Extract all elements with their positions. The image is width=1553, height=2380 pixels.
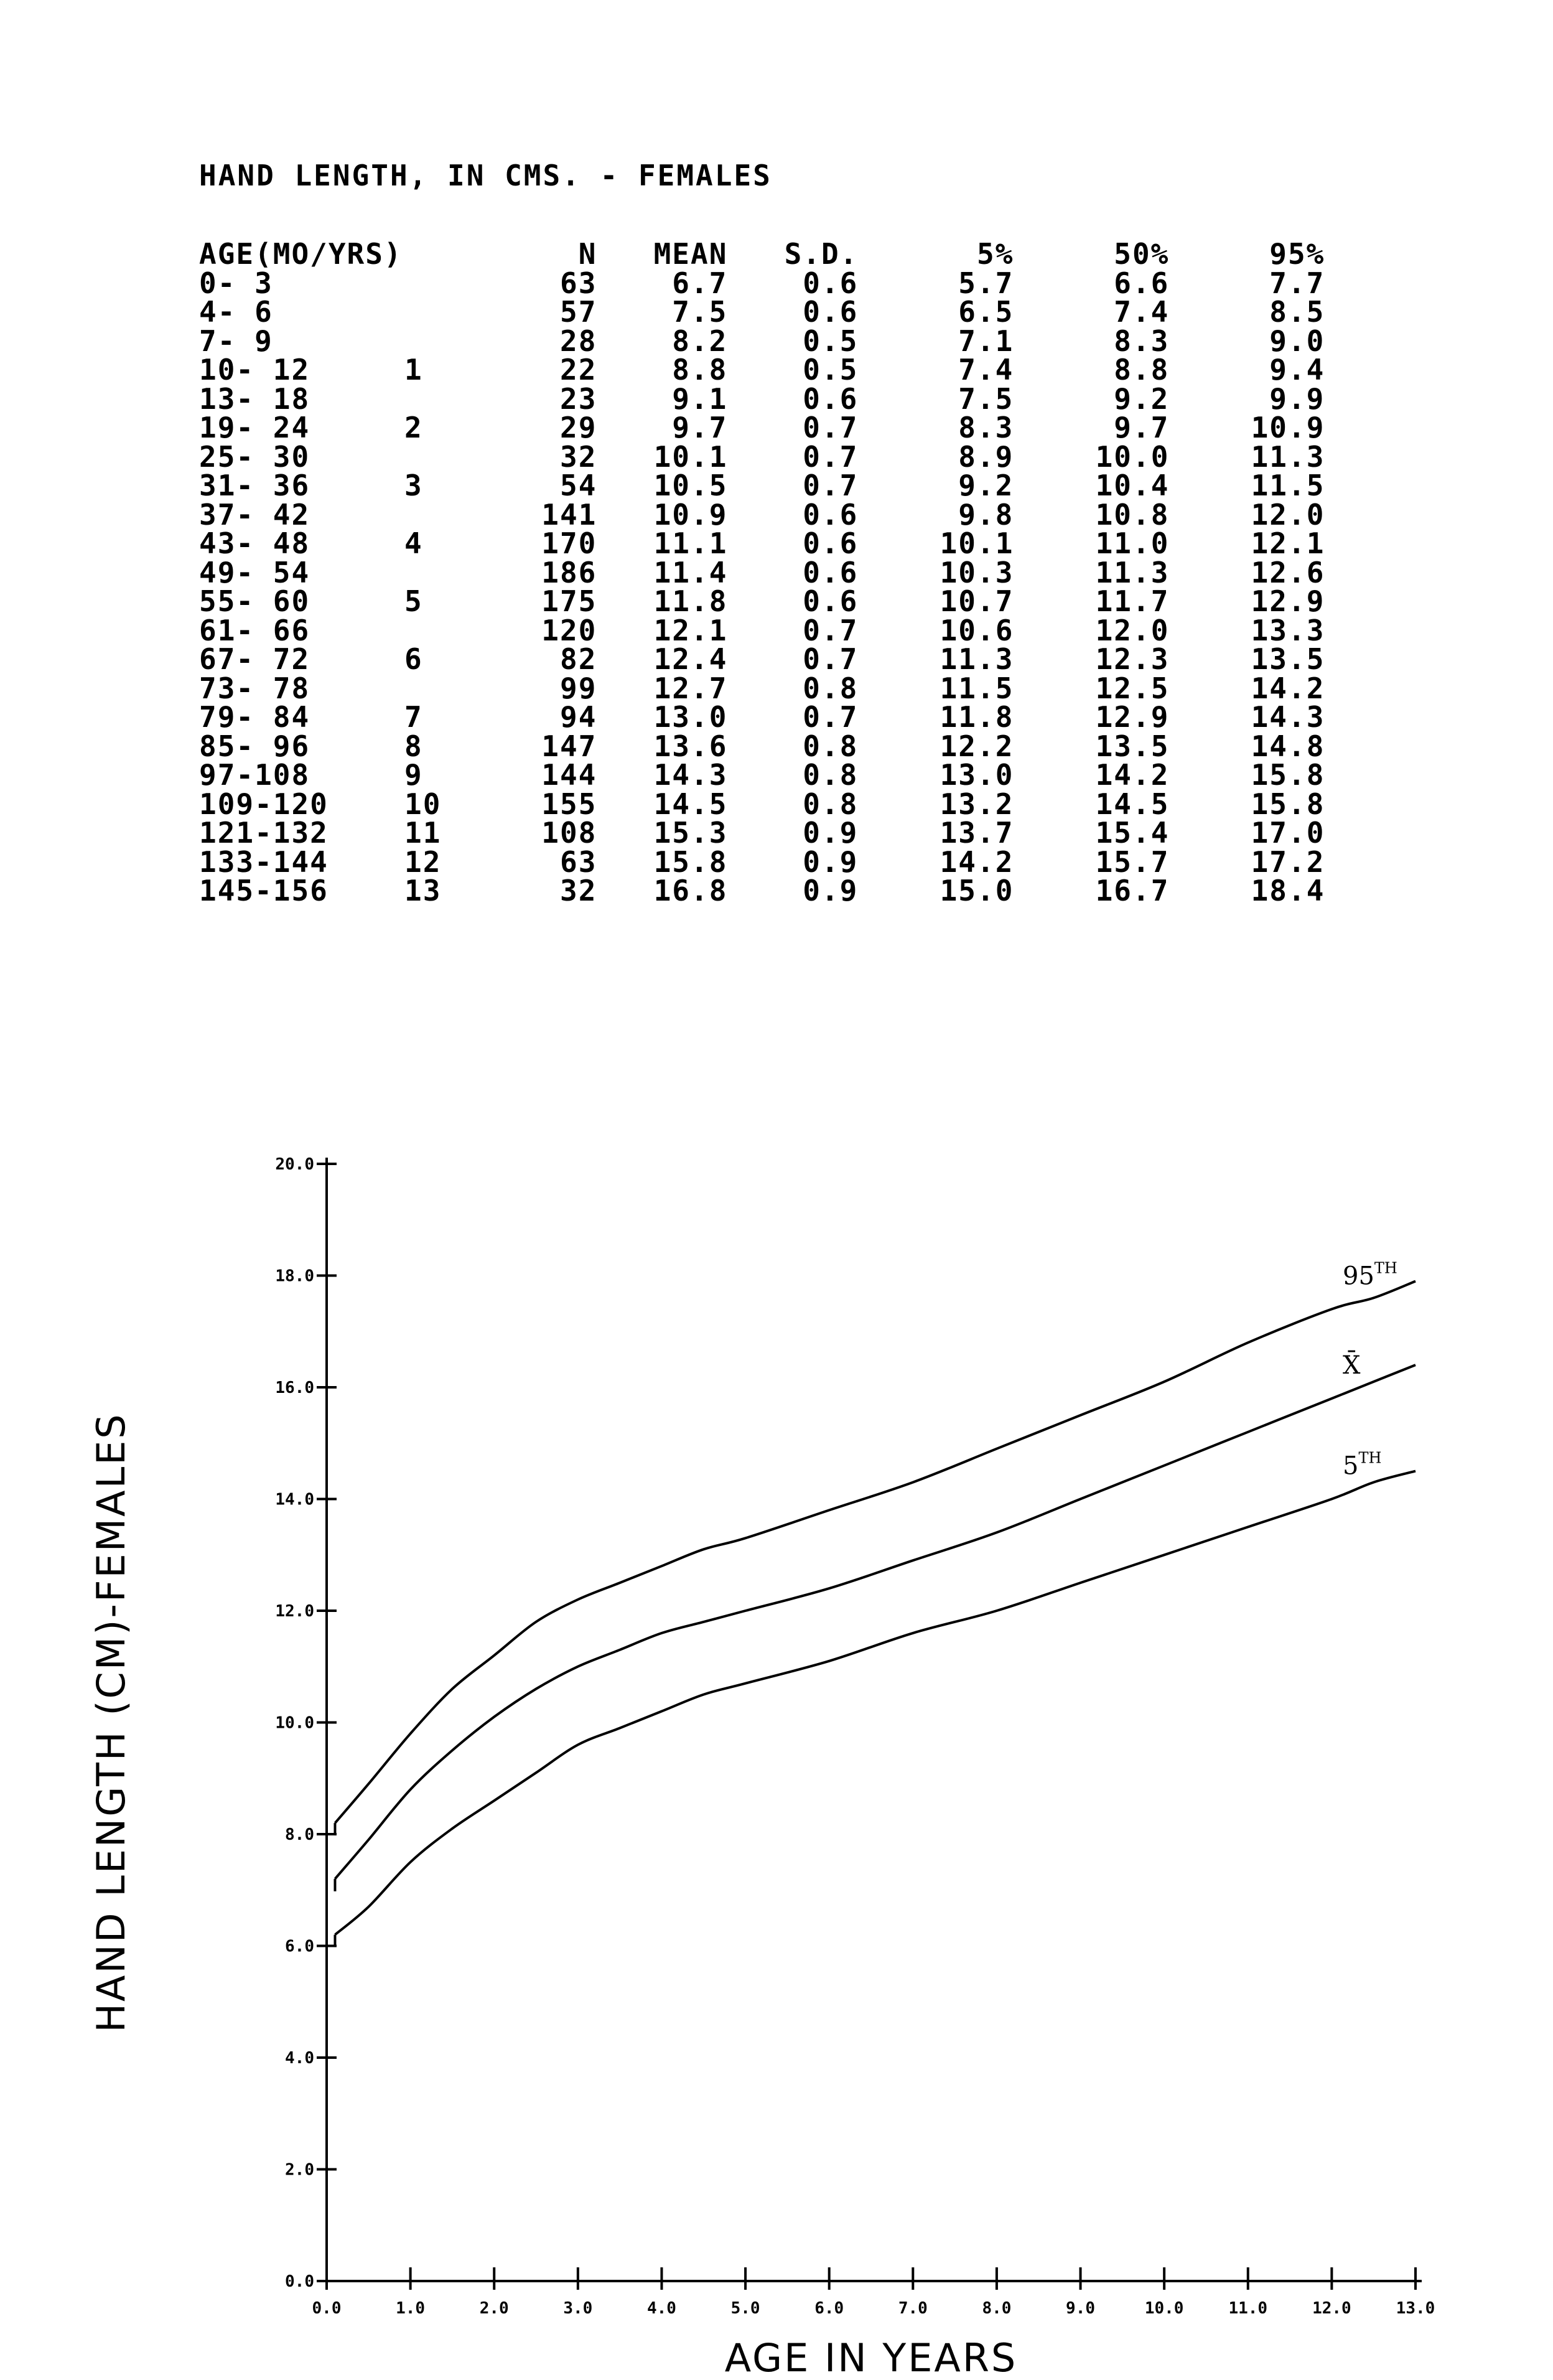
cell-p5: 10.1 [940, 527, 1014, 560]
curve-p5 [335, 1471, 1416, 1935]
table-row [199, 529, 1325, 558]
cell-n: 120 [541, 613, 597, 647]
column-header-p50: 50% [1114, 237, 1170, 271]
cell-age: 43- 48 [199, 527, 310, 560]
curve-label: X̄ [1343, 1351, 1361, 1380]
cell-p50: 16.7 [1095, 874, 1170, 907]
y-tick-label: 8.0 [285, 1825, 314, 1844]
cell-p5: 7.1 [958, 324, 1014, 358]
y-axis-label: HAND LENGTH (CM)-FEMALES [88, 1412, 134, 2033]
y-tick-label: 6.0 [285, 1937, 314, 1956]
cell-age: 97-108 [199, 758, 310, 792]
cell-mean: 11.8 [653, 584, 728, 618]
table-body [199, 266, 1325, 907]
y-tick-label: 10.0 [275, 1713, 314, 1733]
percentile-curves [335, 1281, 1415, 1947]
cell-sd: 0.8 [803, 787, 859, 821]
cell-age: 121-132 [199, 816, 329, 850]
cell-p5: 11.5 [940, 671, 1014, 705]
cell-mean: 10.5 [653, 469, 728, 502]
y-tick-label: 12.0 [275, 1602, 314, 1621]
cell-mean: 12.4 [653, 642, 728, 676]
cell-p95: 12.1 [1251, 527, 1325, 560]
cell-sd: 0.5 [803, 324, 859, 358]
cell-sd: 0.7 [803, 700, 859, 734]
x-tick-label: 9.0 [1066, 2299, 1096, 2318]
cell-p5: 11.3 [940, 642, 1014, 676]
table-row [199, 876, 1325, 906]
cell-n: 63 [560, 266, 597, 300]
cell-sd: 0.6 [803, 266, 859, 300]
cell-p5: 5.7 [958, 266, 1014, 300]
x-tick-label: 5.0 [730, 2299, 760, 2318]
cell-sd: 0.8 [803, 758, 859, 792]
cell-p50: 8.3 [1114, 324, 1170, 358]
cell-sd: 0.6 [803, 584, 859, 618]
cell-sd: 0.7 [803, 439, 859, 474]
axes [275, 1155, 1435, 2318]
x-axis-label: AGE IN YEARS [724, 2335, 1018, 2380]
cell-n: 57 [560, 295, 597, 329]
cell-p95: 10.9 [1251, 411, 1325, 444]
x-tick-label: 4.0 [646, 2299, 676, 2318]
cell-p5: 14.2 [940, 845, 1014, 879]
cell-sd: 0.9 [803, 874, 859, 907]
cell-sd: 0.7 [803, 613, 859, 647]
cell-p50: 15.7 [1095, 845, 1170, 879]
cell-mean: 7.5 [672, 295, 728, 329]
cell-mean: 9.7 [672, 411, 728, 444]
cell-p95: 13.5 [1251, 642, 1325, 676]
cell-age: 4- 6 [199, 295, 273, 329]
cell-p5: 13.2 [940, 787, 1014, 821]
cell-age: 61- 66 [199, 613, 310, 647]
x-tick-label: 13.0 [1396, 2299, 1435, 2318]
cell-p95: 14.8 [1251, 729, 1325, 763]
cell-sd: 0.7 [803, 411, 859, 444]
cell-p95: 17.2 [1251, 845, 1325, 879]
cell-p5: 7.4 [958, 353, 1014, 387]
curve-label: 5TH [1343, 1449, 1382, 1481]
cell-n: 63 [560, 845, 597, 879]
cell-age: 145-156 [199, 874, 329, 907]
cell-n: 32 [560, 874, 597, 907]
table-row [199, 674, 1325, 703]
x-tick-label: 7.0 [898, 2299, 928, 2318]
curve-p95 [335, 1281, 1416, 1824]
y-tick-label: 14.0 [275, 1490, 314, 1509]
cell-p5: 10.7 [940, 584, 1014, 618]
column-header-p95: 95% [1269, 237, 1325, 271]
cell-p5: 15.0 [940, 874, 1014, 907]
cell-year: 1 [404, 353, 423, 387]
y-tick-label: 16.0 [275, 1379, 314, 1397]
cell-year: 6 [404, 642, 423, 676]
cell-p95: 9.0 [1269, 324, 1325, 358]
cell-age: 19- 24 [199, 411, 310, 444]
cell-mean: 14.5 [653, 787, 728, 821]
cell-p50: 11.3 [1095, 555, 1170, 589]
cell-p95: 17.0 [1251, 816, 1325, 850]
cell-p5: 13.0 [940, 758, 1014, 792]
cell-p95: 15.8 [1251, 758, 1325, 792]
cell-p50: 14.5 [1095, 787, 1170, 821]
x-tick-label: 8.0 [982, 2299, 1012, 2318]
cell-sd: 0.6 [803, 555, 859, 589]
x-tick-label: 1.0 [396, 2299, 426, 2318]
x-tick-label: 12.0 [1312, 2299, 1351, 2318]
table-row [199, 703, 1325, 732]
cell-p50: 6.6 [1114, 266, 1170, 300]
cell-age: 55- 60 [199, 584, 310, 618]
cell-n: 141 [541, 497, 597, 532]
cell-sd: 0.9 [803, 845, 859, 879]
cell-year: 7 [404, 700, 423, 734]
cell-n: 94 [560, 700, 597, 734]
cell-age: 73- 78 [199, 671, 310, 705]
cell-p95: 13.3 [1251, 613, 1325, 647]
cell-p50: 12.3 [1095, 642, 1170, 676]
cell-p95: 15.8 [1251, 787, 1325, 821]
column-header-sd: S.D. [784, 237, 859, 271]
table-header-row [199, 240, 1325, 269]
cell-p95: 12.6 [1251, 555, 1325, 589]
table-row [199, 761, 1325, 790]
cell-mean: 10.1 [653, 439, 728, 474]
cell-p50: 10.8 [1095, 497, 1170, 532]
cell-mean: 15.3 [653, 816, 728, 850]
cell-n: 175 [541, 584, 597, 618]
cell-n: 82 [560, 642, 597, 676]
cell-mean: 15.8 [653, 845, 728, 879]
table-row [199, 645, 1325, 674]
cell-p95: 12.0 [1251, 497, 1325, 532]
cell-year [404, 558, 441, 588]
table-row [199, 558, 1325, 588]
cell-p5: 9.8 [958, 497, 1014, 532]
table-row [199, 848, 1325, 877]
cell-age: 31- 36 [199, 469, 310, 502]
table-row [199, 732, 1325, 761]
cell-year [404, 269, 441, 298]
cell-age: 49- 54 [199, 555, 310, 589]
cell-age: 67- 72 [199, 642, 310, 676]
cell-sd: 0.5 [803, 353, 859, 387]
table-row [199, 385, 1325, 414]
cell-p50: 10.4 [1095, 469, 1170, 502]
cell-p95: 11.3 [1251, 439, 1325, 474]
table-row [199, 298, 1325, 327]
cell-p5: 8.3 [958, 411, 1014, 444]
cell-p50: 12.0 [1095, 613, 1170, 647]
table-row [199, 355, 1325, 385]
cell-n: 22 [560, 353, 597, 387]
x-tick-label: 6.0 [814, 2299, 844, 2318]
cell-mean: 6.7 [672, 266, 728, 300]
cell-p5: 10.3 [940, 555, 1014, 589]
cell-year: 8 [404, 729, 423, 763]
cell-sd: 0.8 [803, 729, 859, 763]
cell-year [404, 500, 441, 530]
cell-mean: 11.1 [653, 527, 728, 560]
cell-year: 5 [404, 584, 423, 618]
cell-n: 99 [560, 671, 597, 705]
cell-n: 155 [541, 787, 597, 821]
cell-p5: 9.2 [958, 469, 1014, 502]
cell-mean: 8.8 [672, 353, 728, 387]
cell-age: 25- 30 [199, 439, 310, 474]
cell-year: 2 [404, 411, 423, 444]
cell-mean: 12.7 [653, 671, 728, 705]
cell-n: 170 [541, 527, 597, 560]
cell-year [404, 298, 441, 327]
table-row [199, 587, 1325, 616]
cell-mean: 13.6 [653, 729, 728, 763]
table-row [199, 818, 1325, 848]
cell-age: 37- 42 [199, 497, 310, 532]
cell-p95: 12.9 [1251, 584, 1325, 618]
x-tick-label: 11.0 [1228, 2299, 1268, 2318]
cell-mean: 12.1 [653, 613, 728, 647]
x-tick-label: 2.0 [479, 2299, 509, 2318]
cell-age: 0- 3 [199, 266, 273, 300]
cell-p5: 10.6 [940, 613, 1014, 647]
table-row [199, 327, 1325, 356]
cell-mean: 13.0 [653, 700, 728, 734]
table-row [199, 269, 1325, 298]
cell-sd: 0.6 [803, 497, 859, 532]
cell-age: 133-144 [199, 845, 329, 879]
cell-n: 186 [541, 555, 597, 589]
cell-sd: 0.6 [803, 382, 859, 416]
cell-sd: 0.9 [803, 816, 859, 850]
curve-label: 95TH [1343, 1259, 1397, 1291]
cell-p5: 12.2 [940, 729, 1014, 763]
table-row [199, 471, 1325, 500]
y-tick-label: 20.0 [275, 1155, 314, 1174]
y-tick-label: 18.0 [275, 1267, 314, 1286]
cell-year: 13 [404, 874, 442, 907]
cell-n: 28 [560, 324, 597, 358]
cell-mean: 8.2 [672, 324, 728, 358]
cell-age: 79- 84 [199, 700, 310, 734]
cell-sd: 0.8 [803, 671, 859, 705]
cell-n: 144 [541, 758, 597, 792]
cell-p5: 7.5 [958, 382, 1014, 416]
cell-age: 10- 12 [199, 353, 310, 387]
cell-year: 11 [404, 816, 442, 850]
x-tick-label: 0.0 [312, 2299, 342, 2318]
cell-year [404, 674, 441, 703]
cell-year [404, 443, 441, 472]
table-row [199, 413, 1325, 443]
cell-year: 4 [404, 527, 423, 560]
cell-p5: 13.7 [940, 816, 1014, 850]
cell-p95: 11.5 [1251, 469, 1325, 502]
cell-year: 3 [404, 469, 423, 502]
y-tick-label: 2.0 [285, 2160, 314, 2180]
table-row [199, 616, 1325, 645]
cell-p5: 6.5 [958, 295, 1014, 329]
x-tick-label: 3.0 [563, 2299, 593, 2318]
table-row [199, 443, 1325, 472]
cell-n: 54 [560, 469, 597, 502]
cell-year: 9 [404, 758, 423, 792]
cell-p50: 11.7 [1095, 584, 1170, 618]
cell-p95: 14.3 [1251, 700, 1325, 734]
cell-year [404, 385, 441, 414]
cell-p50: 9.7 [1114, 411, 1170, 444]
cell-n: 147 [541, 729, 597, 763]
cell-p95: 9.4 [1269, 353, 1325, 387]
cell-n: 108 [541, 816, 597, 850]
curve-mean [335, 1365, 1416, 1879]
cell-sd: 0.6 [803, 527, 859, 560]
column-header-n: N [578, 237, 597, 271]
cell-p95: 8.5 [1269, 295, 1325, 329]
y-tick-label: 4.0 [285, 2049, 314, 2068]
cell-sd: 0.7 [803, 469, 859, 502]
cell-n: 23 [560, 382, 597, 416]
table-row [199, 500, 1325, 530]
cell-p50: 14.2 [1095, 758, 1170, 792]
column-header-mean: MEAN [653, 237, 728, 271]
cell-n: 29 [560, 411, 597, 444]
cell-mean: 9.1 [672, 382, 728, 416]
column-header-age: AGE(MO/YRS) [199, 237, 403, 271]
cell-p50: 9.2 [1114, 382, 1170, 416]
cell-p5: 11.8 [940, 700, 1014, 734]
cell-p50: 7.4 [1114, 295, 1170, 329]
table-title: HAND LENGTH, IN CMS. - FEMALES [199, 159, 772, 192]
cell-age: 13- 18 [199, 382, 310, 416]
cell-year: 10 [404, 787, 442, 821]
table-row [199, 790, 1325, 819]
cell-p50: 11.0 [1095, 527, 1170, 560]
cell-year [404, 616, 441, 645]
cell-p95: 9.9 [1269, 382, 1325, 416]
column-header-p5: 5% [977, 237, 1014, 271]
cell-sd: 0.6 [803, 295, 859, 329]
cell-mean: 10.9 [653, 497, 728, 532]
cell-age: 109-120 [199, 787, 329, 821]
cell-p50: 10.0 [1095, 439, 1170, 474]
cell-sd: 0.7 [803, 642, 859, 676]
hand-length-table [199, 237, 1325, 907]
cell-p50: 8.8 [1114, 353, 1170, 387]
cell-year [404, 327, 441, 356]
cell-p50: 12.9 [1095, 700, 1170, 734]
cell-mean: 11.4 [653, 555, 728, 589]
cell-p50: 15.4 [1095, 816, 1170, 850]
cell-age: 7- 9 [199, 324, 273, 358]
cell-mean: 16.8 [653, 874, 728, 907]
hand-length-chart [0, 1133, 1553, 2380]
cell-n: 32 [560, 439, 597, 474]
cell-mean: 14.3 [653, 758, 728, 792]
cell-year: 12 [404, 845, 442, 879]
cell-p50: 12.5 [1095, 671, 1170, 705]
cell-p95: 18.4 [1251, 874, 1325, 907]
cell-p95: 14.2 [1251, 671, 1325, 705]
cell-age: 85- 96 [199, 729, 310, 763]
cell-p50: 13.5 [1095, 729, 1170, 763]
cell-p95: 7.7 [1269, 266, 1325, 300]
x-tick-label: 10.0 [1144, 2299, 1184, 2318]
cell-p5: 8.9 [958, 439, 1014, 474]
y-tick-label: 0.0 [285, 2272, 314, 2291]
